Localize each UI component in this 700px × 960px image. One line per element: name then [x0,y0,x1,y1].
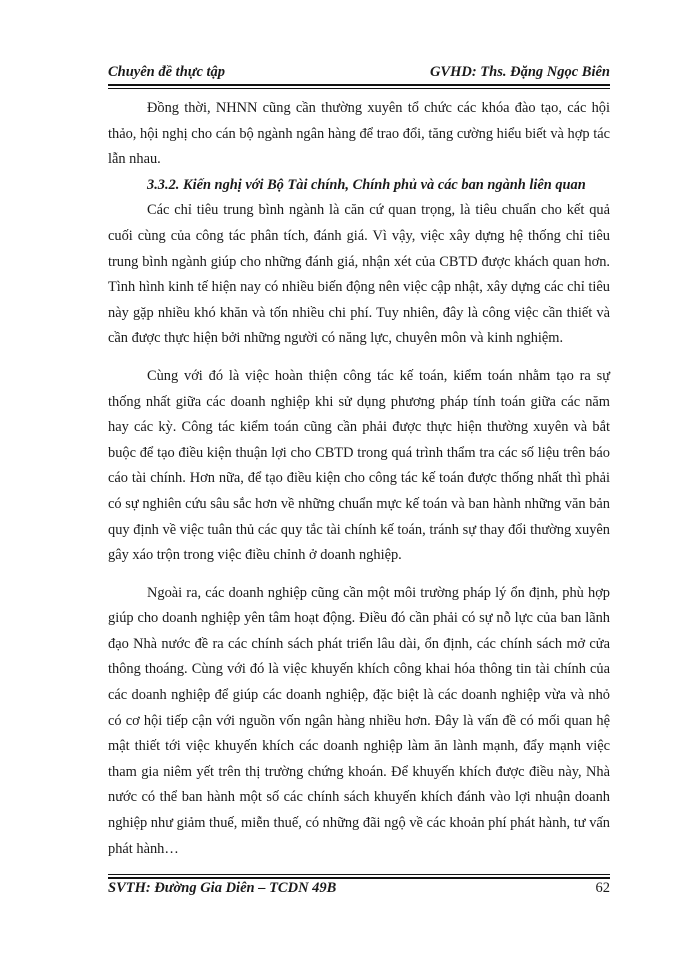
footer-rule-thin [108,874,610,875]
header-supervisor: GVHD: Ths. Đặng Ngọc Biên [429,64,610,80]
paragraph-1: Đồng thời, NHNN cũng cần thường xuyên tổ chức các khóa đào tạo, các hội thảo, hội nghị cho cán bộ ngành ngân hàng để trao đổi, tăng cường hiểu biết và hợp tác lẫn nhau. [108,100,610,168]
page-header [108,64,610,83]
paragraph-4: Ngoài ra, các doanh nghiệp cũng cần một môi trường pháp lý ổn định, phù hợp giúp cho doanh nghiệp yên tâm hoạt động. Điều đó cần phải có sự nỗ lực của ban lãnh đạo Nhà nước đề ra các chính sách phát triển lâu dài, ổn định, các chính sách mở cửa thông thoáng. Cùng với đó là việc khuyến khích công khai hóa thông tin tài chính của các doanh nghiệp để giúp các doanh nghiệp, đặc biệt là các doanh nghiệp vừa và nhỏ có cơ hội tiếp cận với nguồn vốn ngân hàng nhiều hơn. Đây là vấn đề có mối quan hệ mật thiết tới việc khuyến khích các doanh nghiệp làm ăn lành mạnh, đẩy mạnh việc tham gia niêm yết trên thị trường chứng khoán. Để khuyến khích được điều này, Nhà nước có thể ban hành một số các chính sách khuyến khích đánh vào lợi nhuận doanh nghiệp như giảm thuế, miễn thuế, có những đãi ngộ về các khoản phí phát hành, tư vấn phát hành… [108,584,610,857]
footer-rule-thick [108,877,610,879]
page-number: 62 [595,880,610,896]
footer-author: SVTH: Đường Gia Diên – TCDN 49B [108,880,337,896]
paragraph-2: Các chỉ tiêu trung bình ngành là căn cứ quan trọng, là tiêu chuẩn cho kết quả cuối cùng của công tác phân tích, đánh giá. Vì vậy, việc xây dựng hệ thống chỉ tiêu trung bình ngành giúp cho những đánh giá, nhận xét của CBTD được khách quan hơn. Tình hình kinh tế hiện nay có nhiều biến động nên việc cập nhật, xây dựng các chỉ tiêu này gặp nhiều khó khăn và tốn nhiều chi phí. Tuy nhiên, đây là công việc cần thiết và cần được thực hiện bởi những người có năng lực, chuyên môn và kinh nghiệm. [108,202,610,347]
section-heading: 3.3.2. Kiến nghị với Bộ Tài chính, Chính phủ và các ban ngành liên quan [147,176,586,193]
page-body [108,96,610,862]
page-footer [108,880,610,897]
header-rule-thin [108,88,610,89]
header-rule-thick [108,84,610,86]
header-title: Chuyên đề thực tập [108,64,226,80]
paragraph-3: Cùng với đó là việc hoàn thiện công tác kế toán, kiểm toán nhằm tạo ra sự thống nhất giữa các doanh nghiệp khi sử dụng phương pháp tính toán giữa các năm hay các kỳ. Công tác kiểm toán cũng cần phải được thực hiện thường xuyên và bắt buộc để tạo điều kiện thuận lợi cho CBTD trong quá trình thẩm tra các số liệu trên báo cáo tài chính. Hơn nữa, để tạo điều kiện cho công tác kế toán được thống nhất thì phải có sự nghiên cứu sâu sắc hơn về những chuẩn mực kế toán và ban hành những văn bản quy định về việc tuân thủ các quy tắc tài chính kế toán, tránh sự thay đổi thường xuyên gây xáo trộn trong việc điều chỉnh ở doanh nghiệp. [108,367,610,564]
